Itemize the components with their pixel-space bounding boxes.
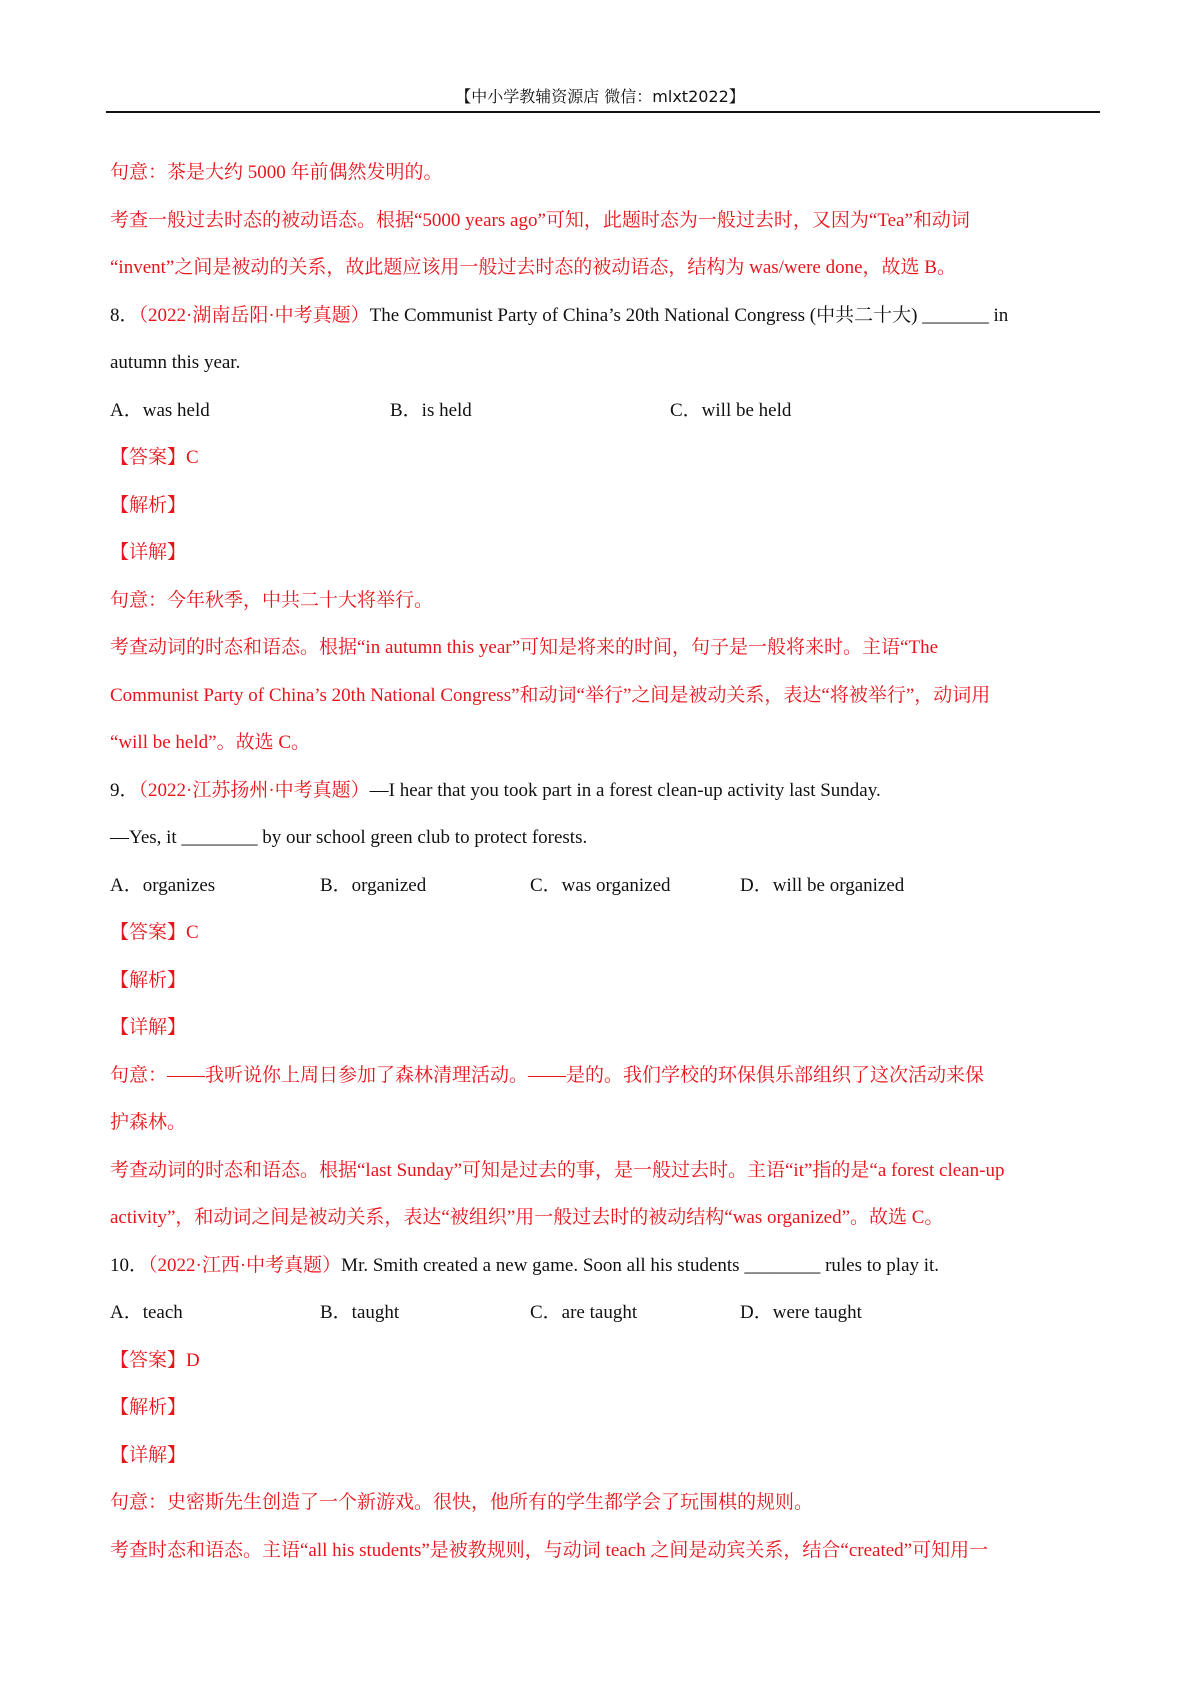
q8-meaning: 句意：今年秋季，中共二十大将举行。 — [110, 589, 434, 611]
q9-answer: 【答案】C — [110, 922, 199, 943]
q8-explain-line-2: Communist Party of China’s 20th National Congress”和动词“举行”之间是被动关系，表达“将被举行”，动词用 — [110, 684, 991, 706]
q9-explain-line-2: activity”，和动词之间是被动关系，表达“被组织”用一般过去时的被动结构“was organized”。故选 C。 — [110, 1207, 944, 1228]
q10-answer: 【答案】D — [110, 1349, 200, 1371]
page-header: 【中小学教辅资源店 微信：mlxt2022】 — [455, 87, 745, 106]
q10-analysis-label: 【解析】 — [110, 1397, 187, 1418]
q8-source: （2022·湖南岳阳·中考真题） — [138, 304, 370, 326]
q10-source: （2022·江西·中考真题） — [148, 1254, 342, 1276]
q10-stem-text: Mr. Smith created a new game. Soon all his students ________ rules to play it. — [341, 1254, 940, 1276]
q8-explain-line-3: “will be held”。故选 C。 — [110, 732, 310, 753]
q8-option-a: A．was held — [110, 399, 210, 421]
q9-number: 9． — [110, 779, 139, 801]
q8-options — [110, 387, 1100, 435]
q8-stem-line-1 — [110, 292, 1100, 340]
header-divider — [106, 111, 1100, 113]
q8-explain-line-1: 考查动词的时态和语态。根据“in autumn this year”可知是将来的时间，句子是一般将来时。主语“The — [110, 637, 939, 658]
q9-option-d: D．will be organized — [740, 874, 905, 896]
q9-option-b: B．organized — [320, 874, 427, 896]
q9-source: （2022·江苏扬州·中考真题） — [138, 779, 370, 801]
document-body — [110, 149, 1100, 1574]
q8-stem-text: The Communist Party of China’s 20th National Congress (中共二十大) _______ in — [369, 304, 1009, 326]
q9-option-a: A．organizes — [110, 874, 216, 896]
q8-stem-line-2: autumn this year. — [110, 352, 241, 373]
q9-explain-line-1: 考查动词的时态和语态。根据“last Sunday”可知是过去的事，是一般过去时。主语“it”指的是“a forest clean-up — [110, 1159, 1005, 1181]
q8-option-c: C．will be held — [670, 399, 792, 421]
q9-stem-line-2: —Yes, it ________ by our school green club to protect forests. — [110, 827, 588, 848]
q9-stem-text: —I hear that you took part in a forest clean-up activity last Sunday. — [369, 779, 881, 801]
q10-number: 10． — [110, 1254, 149, 1276]
q7-meaning: 句意：茶是大约 5000 年前偶然发明的。 — [110, 162, 443, 183]
q9-detail-label: 【详解】 — [110, 1017, 187, 1038]
q9-analysis-label: 【解析】 — [110, 969, 187, 991]
q10-option-c: C．are taught — [530, 1302, 638, 1323]
q9-option-c: C．was organized — [530, 874, 671, 896]
q8-detail-label: 【详解】 — [110, 542, 187, 563]
q9-options — [110, 862, 1100, 910]
q9-stem-line-1 — [110, 767, 1100, 815]
q10-options — [110, 1289, 1100, 1337]
q8-number: 8． — [110, 304, 139, 326]
q10-option-d: D．were taught — [740, 1302, 862, 1323]
q10-option-a: A．teach — [110, 1302, 183, 1323]
q8-answer: 【答案】C — [110, 447, 199, 468]
q7-analysis-line-2: “invent”之间是被动的关系，故此题应该用一般过去时态的被动语态，结构为 was/were done，故选 B。 — [110, 257, 956, 278]
q9-meaning-line-2: 护森林。 — [110, 1112, 187, 1133]
q10-meaning: 句意：史密斯先生创造了一个新游戏。很快，他所有的学生都学会了玩围棋的规则。 — [110, 1492, 814, 1513]
q8-option-b: B．is held — [390, 399, 472, 421]
q7-analysis-line-1: 考查一般过去时态的被动语态。根据“5000 years ago”可知，此题时态为一般过去时，又因为“Tea”和动词 — [110, 209, 970, 231]
q9-meaning-line-1: 句意：——我听说你上周日参加了森林清理活动。——是的。我们学校的环保俱乐部组织了这次活动来保 — [110, 1064, 985, 1086]
q10-explain-line-1: 考查时态和语态。主语“all his students”是被教规则，与动词 teach 之间是动宾关系，结合“created”可知用一 — [110, 1539, 989, 1561]
q8-analysis-label: 【解析】 — [110, 494, 187, 516]
q10-stem-line-1 — [110, 1242, 1100, 1290]
q10-option-b: B．taught — [320, 1302, 400, 1323]
q10-detail-label: 【详解】 — [110, 1444, 187, 1466]
